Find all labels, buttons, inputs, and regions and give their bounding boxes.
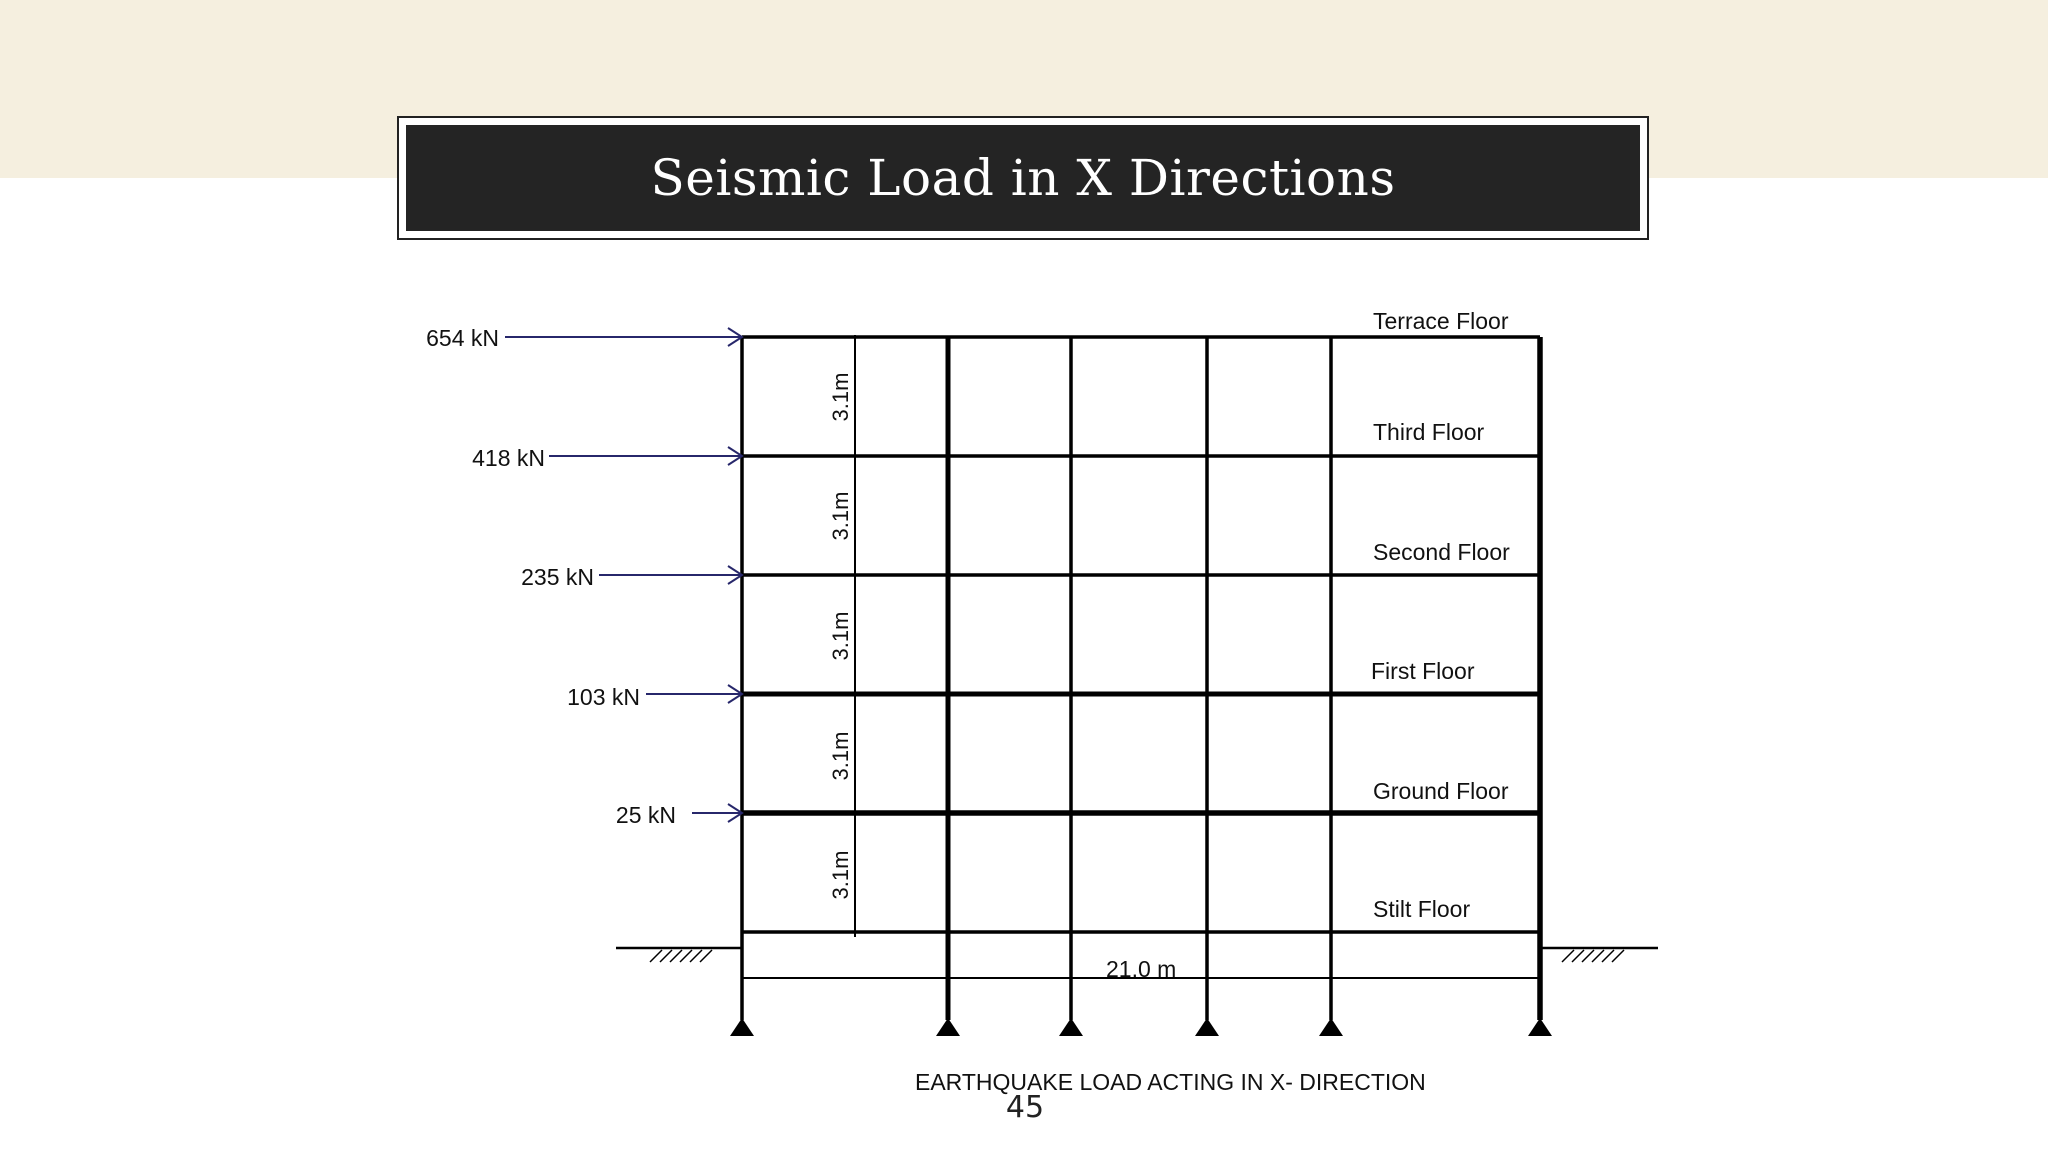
- storey-height-label: 3.1m: [828, 372, 853, 422]
- floor-label: Ground Floor: [1373, 778, 1509, 804]
- floor-label: Third Floor: [1373, 419, 1485, 445]
- floor-label: Stilt Floor: [1373, 896, 1471, 922]
- page-number: 45: [1005, 1090, 1045, 1125]
- load-label: 103 kN: [567, 684, 640, 710]
- support-icon: [1528, 1018, 1552, 1036]
- slide-title: Seismic Load in X Directions: [650, 149, 1396, 207]
- width-label: 21.0 m: [1106, 956, 1177, 982]
- load-label: 235 kN: [521, 564, 594, 590]
- storey-height-label: 3.1m: [828, 491, 853, 541]
- load-label: 418 kN: [472, 445, 545, 471]
- storey-height-label: 3.1m: [828, 611, 853, 661]
- floor-label: Second Floor: [1373, 539, 1510, 565]
- support-icon: [1059, 1018, 1083, 1036]
- load-label: 25 kN: [615, 802, 676, 828]
- support-icon: [1195, 1018, 1219, 1036]
- storey-height-label: 3.1m: [828, 850, 853, 900]
- support-icon: [730, 1018, 754, 1036]
- floor-label: Terrace Floor: [1373, 308, 1509, 334]
- load-label: 654 kN: [426, 325, 499, 351]
- storey-height-label: 3.1m: [828, 731, 853, 781]
- support-icon: [1319, 1018, 1343, 1036]
- floor-label: First Floor: [1371, 658, 1475, 684]
- support-icon: [936, 1018, 960, 1036]
- diagram-caption: EARTHQUAKE LOAD ACTING IN X- DIRECTION: [915, 1069, 1426, 1095]
